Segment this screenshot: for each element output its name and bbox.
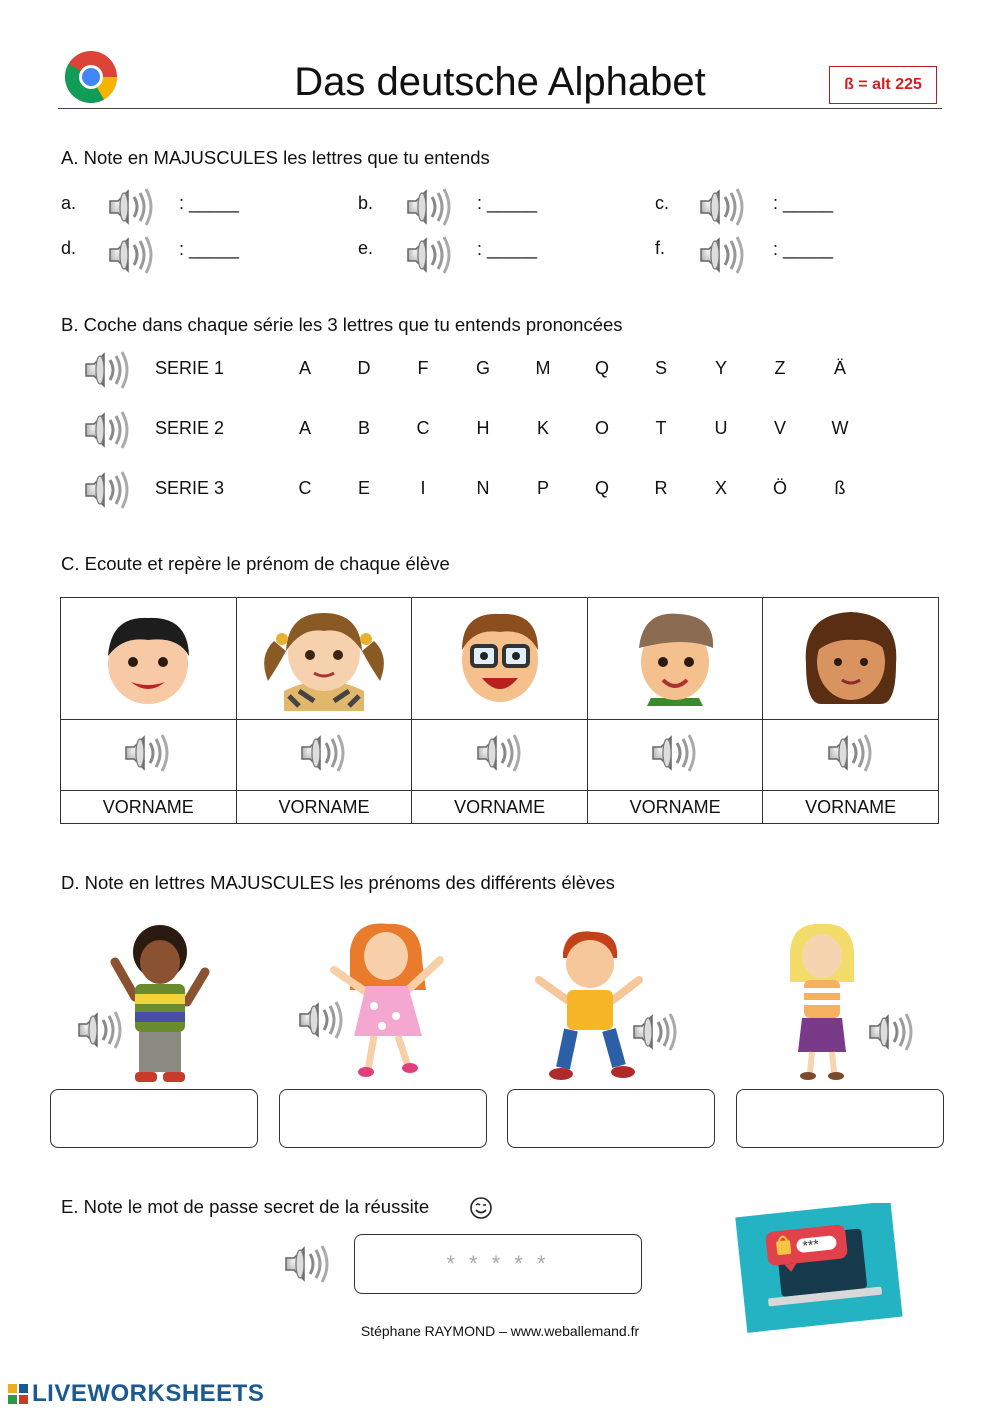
section-a-heading: A. Note en MAJUSCULES les lettres que tu entends [61, 147, 490, 168]
speaker-icon[interactable] [298, 731, 350, 775]
audio-cell [587, 720, 763, 791]
series-letter[interactable]: W [831, 418, 849, 438]
section-d-heading: D. Note en lettres MAJUSCULES les prénoms des différents élèves [61, 872, 615, 893]
series-letter[interactable]: Ö [772, 478, 787, 498]
series-letter[interactable]: D [357, 358, 371, 378]
series-letter[interactable]: A [298, 418, 311, 438]
series-letter[interactable]: C [298, 478, 312, 498]
avatar-cell [587, 598, 763, 720]
avatar-cell [763, 598, 939, 720]
eszett-badge: ß = alt 225 [829, 66, 937, 104]
section-e-heading: E. Note le mot de passe secret de la réussite [61, 1196, 430, 1217]
boy-curly-hair-illustration [105, 922, 215, 1087]
speaker-icon[interactable] [106, 233, 158, 277]
series-letter[interactable]: R [654, 478, 668, 498]
series-label: SERIE 3 [155, 478, 225, 498]
answer-field[interactable]: : _____ [179, 239, 240, 259]
series-label: SERIE 2 [155, 418, 225, 438]
answer-field[interactable]: : _____ [477, 193, 538, 213]
brand-liveworksheets[interactable]: LIVEWORKSHEETS [32, 1380, 265, 1407]
footer-credit: Stéphane RAYMOND – www.weballemand.fr [360, 1323, 640, 1339]
answer-field[interactable]: : _____ [773, 239, 834, 259]
answer-field[interactable]: : _____ [773, 193, 834, 213]
speaker-icon[interactable] [82, 348, 134, 392]
speaker-icon[interactable] [82, 408, 134, 452]
speaker-icon[interactable] [825, 731, 877, 775]
series-letter[interactable]: P [536, 478, 549, 498]
answer-field[interactable]: : _____ [179, 193, 240, 213]
series-letter[interactable]: I [420, 478, 426, 498]
series-label: SERIE 1 [155, 358, 225, 378]
vorname-cell[interactable]: VORNAME [61, 791, 237, 824]
series-letter[interactable]: H [476, 418, 490, 438]
boy-glasses-avatar [450, 606, 550, 706]
vorname-cell[interactable]: VORNAME [412, 791, 588, 824]
vorname-cell[interactable]: VORNAME [236, 791, 412, 824]
series-letter[interactable]: A [298, 358, 311, 378]
vorname-cell[interactable]: VORNAME [587, 791, 763, 824]
series-letter[interactable]: G [475, 358, 490, 378]
speaker-icon[interactable] [282, 1242, 334, 1286]
page-title: Das deutsche Alphabet [294, 60, 706, 104]
item-label: b. [358, 193, 374, 213]
speaker-icon[interactable] [122, 731, 174, 775]
girl-pigtails-avatar [254, 601, 394, 711]
avatar-cell [236, 598, 412, 720]
liveworksheets-logo-icon [8, 1384, 28, 1404]
item-label: c. [655, 193, 670, 213]
series-letter[interactable]: Ä [833, 358, 846, 378]
series-letter[interactable]: N [476, 478, 490, 498]
section-c-heading: C. Ecoute et repère le prénom de chaque élève [61, 553, 450, 574]
laptop-password-illustration [735, 1203, 903, 1333]
name-input-box[interactable] [507, 1089, 715, 1148]
svg-text:***: *** [801, 1235, 820, 1254]
speaker-icon[interactable] [474, 731, 526, 775]
series-letter[interactable]: Q [594, 358, 609, 378]
audio-cell [61, 720, 237, 791]
header-divider [58, 108, 942, 109]
girl-dark-hair-avatar [796, 604, 906, 709]
speaker-icon[interactable] [404, 233, 456, 277]
audio-cell [236, 720, 412, 791]
avatar-cell [61, 598, 237, 720]
speaker-icon[interactable] [697, 185, 749, 229]
speaker-icon[interactable] [404, 185, 456, 229]
speaker-icon[interactable] [82, 468, 134, 512]
series-letter[interactable]: Y [714, 358, 727, 378]
speaker-icon[interactable] [649, 731, 701, 775]
name-input-box[interactable] [50, 1089, 258, 1148]
avatar-cell [412, 598, 588, 720]
smiley-icon [469, 1196, 493, 1220]
speaker-icon[interactable] [697, 233, 749, 277]
audio-cell [412, 720, 588, 791]
series-letter[interactable]: B [357, 418, 370, 438]
item-label: f. [655, 238, 666, 258]
boy-cap-avatar [625, 606, 725, 706]
series-letter[interactable]: U [714, 418, 728, 438]
vorname-cell[interactable]: VORNAME [763, 791, 939, 824]
section-b-heading: B. Coche dans chaque série les 3 lettres que tu entends prononcées [61, 314, 623, 335]
series-letter[interactable]: S [654, 358, 667, 378]
series-letter[interactable]: ß [834, 478, 846, 498]
answer-field[interactable]: : _____ [477, 239, 538, 259]
boy-black-hair-avatar [93, 606, 203, 706]
name-input-box[interactable] [736, 1089, 944, 1148]
speaker-icon[interactable] [630, 1010, 682, 1054]
series-letter[interactable]: K [536, 418, 549, 438]
series-letter[interactable]: T [655, 418, 667, 438]
girl-blonde-illustration [782, 922, 862, 1082]
audio-cell [763, 720, 939, 791]
names-table [60, 597, 939, 824]
series-letter[interactable]: Z [774, 358, 786, 378]
speaker-icon[interactable] [296, 998, 348, 1042]
password-input[interactable]: * * * * * [354, 1234, 642, 1294]
item-label: e. [358, 238, 374, 258]
item-label: d. [61, 238, 77, 258]
series-letter[interactable]: E [357, 478, 370, 498]
speaker-icon[interactable] [106, 185, 158, 229]
name-input-box[interactable] [279, 1089, 487, 1148]
series-letter[interactable]: C [416, 418, 430, 438]
series-letter[interactable]: M [535, 358, 551, 378]
series-letter[interactable]: X [714, 478, 727, 498]
item-label: a. [61, 193, 77, 213]
series-letter[interactable]: V [773, 418, 786, 438]
boy-red-hair-illustration [535, 928, 645, 1083]
speaker-icon[interactable] [866, 1010, 918, 1054]
series-letter[interactable]: Q [594, 478, 609, 498]
speaker-icon[interactable] [75, 1008, 127, 1052]
series-letter[interactable]: F [417, 358, 429, 378]
series-letter[interactable]: O [594, 418, 609, 438]
